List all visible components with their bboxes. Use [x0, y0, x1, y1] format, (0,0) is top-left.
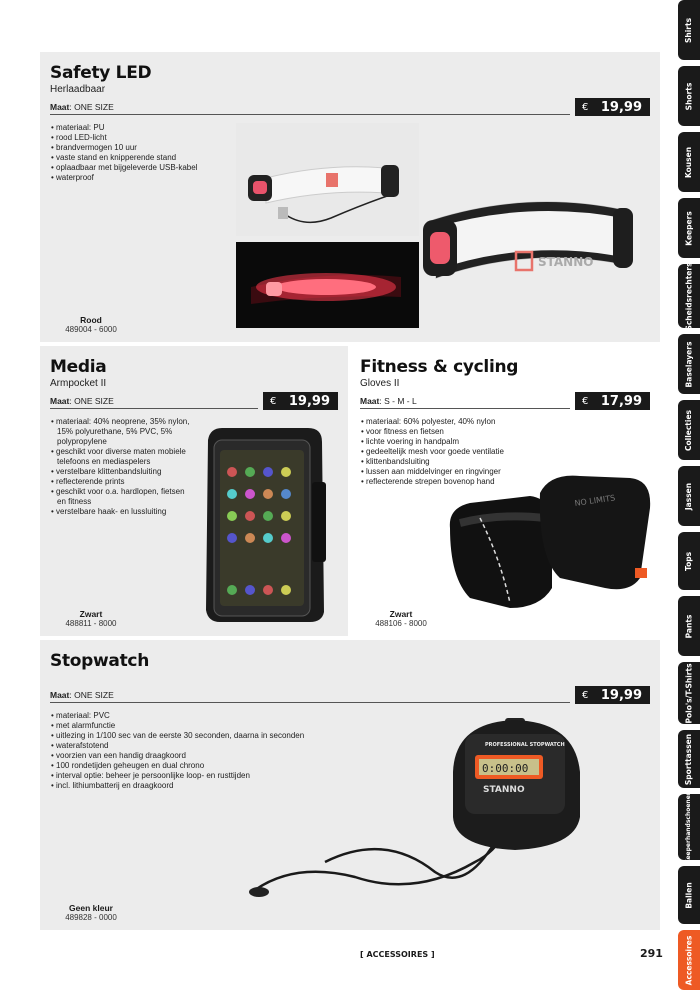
fitness-subtitle: Gloves II [360, 378, 400, 389]
led-size: Maat: ONE SIZE [50, 102, 570, 115]
stopwatch-color: Geen kleur [69, 903, 113, 913]
stopwatch-sku: 489828 - 0000 [65, 913, 117, 922]
tab-scheidsrechters[interactable]: Scheidsrechters [678, 264, 700, 328]
media-price: € 19,99 [263, 392, 338, 410]
feature-item: • klittenbandsluiting [360, 457, 540, 467]
feature-item: • voorzien van een handig draagkoord [50, 751, 370, 761]
stopwatch-price: € 19,99 [575, 686, 650, 704]
page-number: 291 [640, 947, 663, 960]
stopwatch-product-photo [235, 712, 635, 912]
led-product-photo-1 [236, 123, 419, 236]
footer-section: [ ACCESSOIRES ] [360, 950, 435, 959]
feature-item: • rood LED-licht [50, 133, 235, 143]
feature-item: • lichte voering in handpalm [360, 437, 540, 447]
feature-item: • geschikt voor o.a. hardlopen, fietsen en fitness [50, 487, 190, 507]
media-size: Maat: ONE SIZE [50, 396, 258, 409]
tab-keeperhandschoenen[interactable]: Keeperhandschoenen [678, 794, 700, 860]
tab-ballen[interactable]: Ballen [678, 866, 700, 924]
watch-display: 0:00:00 [482, 762, 529, 775]
tab-kousen[interactable]: Kousen [678, 132, 700, 192]
fitness-size: Maat: S - M - L [360, 396, 570, 409]
tab-tops[interactable]: Tops [678, 532, 700, 590]
tab-jassen[interactable]: Jassen [678, 466, 700, 526]
tab-shirts[interactable]: Shirts [678, 0, 700, 60]
led-color: Rood [80, 315, 102, 325]
media-subtitle: Armpocket II [50, 378, 107, 389]
media-color: Zwart [79, 609, 103, 619]
led-product-photo-main [418, 190, 638, 300]
feature-item: • reflecterende strepen bovenop hand [360, 477, 540, 487]
feature-item: • met alarmfunctie [50, 721, 370, 731]
fitness-title: Fitness & cycling [360, 357, 519, 377]
fitness-color: Zwart [389, 609, 413, 619]
led-product-photo-2 [236, 242, 419, 328]
feature-item: • voor fitness en fietsen [360, 427, 540, 437]
tab-pants[interactable]: Pants [678, 596, 700, 656]
fitness-sku: 488106 - 8000 [375, 619, 427, 628]
fitness-product-photo [440, 468, 655, 618]
tab-shorts[interactable]: Shorts [678, 66, 700, 126]
led-subtitle: Herlaadbaar [50, 84, 106, 95]
feature-item: • 100 rondetijden geheugen en dual chrono [50, 761, 370, 771]
feature-item: • materiaal: 60% polyester, 40% nylon [360, 417, 540, 427]
feature-item: • reflecterende prints [50, 477, 190, 487]
tab-accessoires[interactable]: Accessoires [678, 930, 700, 990]
stopwatch-size: Maat: ONE SIZE [50, 690, 570, 703]
feature-item: • brandvermogen 10 uur [50, 143, 235, 153]
tab-collecties[interactable]: Collecties [678, 400, 700, 460]
feature-item: • lussen aan middelvinger en ringvinger [360, 467, 540, 477]
feature-item: • oplaadbaar met bijgeleverde USB-kabel [50, 163, 235, 173]
feature-item: • materiaal: 40% neoprene, 35% nylon, 15% polyurethane, 5% PVC, 5% polypropylene [50, 417, 190, 447]
tab-polos[interactable]: Polo's/T-Shirts [678, 662, 700, 724]
led-title: Safety LED [50, 63, 152, 83]
media-sku: 488811 - 8000 [65, 619, 117, 628]
tab-baselayers[interactable]: Baselayers [678, 334, 700, 394]
svg-text:NO LIMITS: NO LIMITS [574, 493, 616, 508]
feature-item: • geschikt voor diverse maten mobiele telefoons en mediaspelers [50, 447, 190, 467]
feature-item: • incl. lithiumbatterij en draagkoord [50, 781, 370, 791]
fitness-price: € 17,99 [575, 392, 650, 410]
led-brand-text: STANNO [538, 255, 594, 269]
feature-item: • interval optie: beheer je persoonlijke loop- en rusttijden [50, 771, 370, 781]
feature-item: • materiaal: PVC [50, 711, 370, 721]
stopwatch-title: Stopwatch [50, 651, 150, 671]
led-features [50, 123, 235, 183]
media-product-photo [200, 422, 330, 626]
feature-item: • uitlezing in 1/100 sec van de eerste 30 seconden, daarna in seconden [50, 731, 370, 741]
feature-item: • verstelbare klittenbandsluiting [50, 467, 190, 477]
feature-item: • gedeeltelijk mesh voor goede ventilatie [360, 447, 540, 457]
feature-item: • waterproof [50, 173, 235, 183]
tab-sporttassen[interactable]: Sporttassen [678, 730, 700, 788]
led-price: € 19,99 [575, 98, 650, 116]
feature-item: • waterafstotend [50, 741, 370, 751]
tab-keepers[interactable]: Keepers [678, 198, 700, 258]
media-title: Media [50, 357, 107, 377]
media-features [50, 417, 190, 517]
feature-item: • materiaal: PU [50, 123, 235, 133]
feature-item: • vaste stand en knipperende stand [50, 153, 235, 163]
led-sku: 489004 - 6000 [65, 325, 117, 334]
category-tabs [678, 0, 700, 990]
feature-item: • verstelbare haak- en lussluiting [50, 507, 190, 517]
watch-brand: STANNO [483, 785, 525, 795]
watch-label: PROFESSIONAL STOPWATCH [485, 742, 565, 748]
